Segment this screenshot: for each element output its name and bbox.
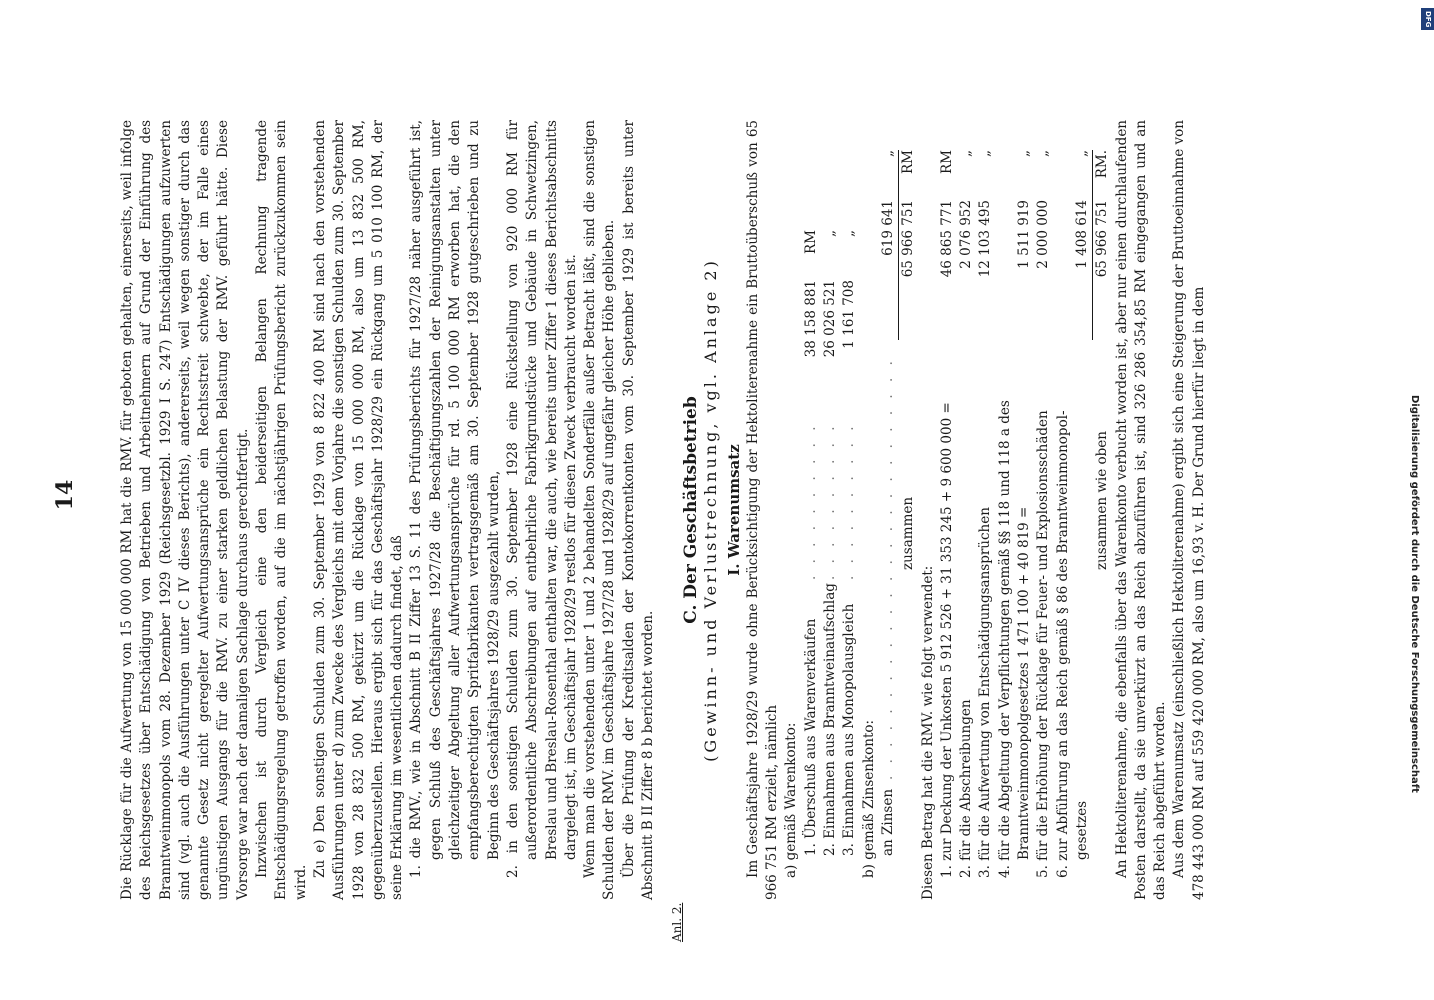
section-heading: C. Der Geschäftsbetrieb	[681, 396, 701, 624]
paragraph-revenue-increase: Aus dem Warenumsatz (einschließlich Hektoliterenahme) ergibt sich eine Steigerung der Bruttoeinnahme von 478 443 000 RM auf 559 420 000 RM, also um 16,93 v. H. Der Grund hierfür liegt in dem	[1171, 120, 1207, 900]
section-c	[668, 120, 1209, 900]
paragraph-other-debts: Zu e) Den sonstigen Schulden zum 30. September 1929 von 8 822 400 RM sind nach den vorstehenden Ausführungen unter d) zum Zwecke des Vergleichs mit dem Vorjahre die sonstigen Schulden zum 30. September 1928 von 28 832 500 RM, gekürzt um die Rücklage von 15 000 000 RM, also um 13 832 500 RM, gegenüberzustellen. Hieraus ergibt sich für das Geschäftsjahr 1928/29 ein Rückgang um 5 010 100 RM, der seine Erklärung im wesentlichen dadurch findet, daß	[311, 120, 406, 900]
previous-section-text	[118, 120, 658, 900]
table-row: 2. für die Abschreibungen 2 076 952 „	[958, 150, 975, 878]
page-number: 14	[52, 479, 78, 511]
list-item-1: 1. die RMV., wie in Abschnitt B II Ziffer 13 S. 11 des Prüfungsberichts für 1927/28 näher ausgeführt ist, gegen Schluß des Geschäftsjahres 1927/28 die Beschäftigungszahlen der Reinigungsanstalten unter gleichzeitiger Abgeltung aller Aufwertungsansprüche für rd. 5 100 000 RM erworben hat, die den empfangsberechtigten Spritfabrikanten vertragsgemäß am 30. September 1928 gutgeschrieben und zu Beginn des Geschäftsjahres 1928/29 ausgezahlt wurden,	[408, 120, 502, 878]
total-row: zusammen wie oben 65 966 751 RM.	[1094, 150, 1111, 570]
table-row: gesetzes 1 408 614 „	[1073, 150, 1090, 860]
margin-annotation: Anl. 2.	[670, 902, 684, 942]
table-row: 5. für die Erhöhung der Rücklage für Feuer- und Explosionsschäden 2 000 000 „	[1035, 150, 1052, 878]
paragraph-usage-intro: Diesen Betrag hat die RMV. wie folgt verwendet:	[919, 565, 936, 900]
dfg-logo-icon: DFG	[1421, 8, 1434, 30]
group-label-a: a) gemäß Warenkonto:	[783, 722, 800, 878]
paragraph-intro: Im Geschäftsjahre 1928/29 wurde ohne Berücksichtigung der Hektoliterenahme ein Bruttoüberschuß von 65 966 751 RM erzielt, nämlich	[744, 120, 781, 900]
table-row: 6. zur Abführung an das Reich gemäß § 86 des Branntweinmonopol-	[1054, 410, 1071, 878]
sum-row: zusammen 65 966 751 RM	[900, 150, 917, 570]
table-row: 3. für die Aufwertung von Entschädigungsansprüchen 12 103 495 „	[977, 150, 994, 878]
table-row: 1. zur Deckung der Unkosten 5 912 526 + 31 353 245 + 9 600 000 = 46 865 771 RM	[938, 150, 955, 878]
table-row: an Zinsen . . . . . . . . . . . . . . . . . . . . . . . . . . 619 641 „	[879, 150, 896, 856]
table-row: Branntweinmonopolgesetzes 1 471 100 + 40 819 = 1 511 919 „	[1016, 150, 1033, 860]
subsection-heading: I. Warenumsatz	[724, 444, 743, 576]
paragraph-hectoliter: An Hektoliterenahme, die ebenfalls über das Warenkonto verbucht worden ist, aber nur einen durchlaufenden Posten darstellt, da sie unverkürzt an das Reich abzuführen ist, sind 326 286 354,85 RM eingegangen und an das Reich abgeführt worden.	[1113, 120, 1169, 900]
section-subheading: (Gewinn- und Verlustrechnung, vgl. Anlage 2)	[701, 258, 721, 762]
table-row: 1. Überschuß aus Warenverkäufen . . . . . . . . . . 38 158 881 RM	[802, 230, 819, 856]
table-row: 2. Einnahmen aus Branntweinaufschlag . . . . . . . . . . 26 026 521 „	[822, 230, 839, 856]
group-label-b: b) gemäß Zinsenkonto:	[860, 719, 877, 878]
paragraph-audit-note: Über die Prüfung der Kreditsalden der Kontokorrentkonten vom 30. September 1929 ist bereits unter Abschnitt B II Ziffer 8 b berichtet worden.	[620, 120, 657, 900]
table-row: 4. für die Abgeltung der Verpflichtungen gemäß §§ 118 und 118 a des	[996, 400, 1013, 878]
paragraph-special-cases: Wenn man die vorstehenden unter 1 und 2 behandelten Sonderfälle außer Betracht läßt, sind die sonstigen Schulden der RMV. im Geschäftsjahre 1927/28 und 1928/29 auf ungefähr gleicher Höhe geblieben.	[582, 120, 618, 900]
paragraph-settlement: Inzwischen ist durch Vergleich eine den beiderseitigen Belangen Rechnung tragende Entschädigungsregelung getroffen worden, auf die im nächstjährigen Prüfungsbericht zurückzukommen sein wird.	[254, 120, 309, 900]
paragraph-reserve: Die Rücklage für die Aufwertung von 15 000 000 RM hat die RMV. für geboten gehalten, einerseits, weil infolge des Reichsgesetzes über Entschädigung von Betrieben und Arbeitnehmern auf Grund der Einführung des Branntweinmonopols vom 28. Dezember 1929 (Reichsgesetzbl. 1929 I S. 247) Entschädigungen aufzuwerten sind (vgl. auch die Ausführungen unter C IV dieses Berichts), andererseits, weil wegen sonstiger durch das genannte Gesetz nicht geregelter Aufwertungsansprüche ein Rechtsstreit schwebte, der im Falle eines ungünstigen Ausgangs für die RMV. zu einer starken geldlichen Belastung der RMV. geführt hätte. Diese Vorsorge war nach der damaligen Sachlage durchaus gerechtfertigt.	[119, 120, 251, 900]
list-item-2: 2. in den sonstigen Schulden zum 30. September 1928 eine Rückstellung von 920 000 RM für außerordentliche Abschreibungen auf entbehrliche Fabrikgrundstücke und Gebäude in Schwetzingen, Breslau und Breslau-Rosenthal enthalten war, die auch, wie bereits unter Ziffer 1 dieses Berichtsabschnitts dargelegt ist, im Geschäftsjahr 1928/29 restlos für diesen Zweck verbraucht worden ist.	[504, 120, 579, 878]
digitization-credit: Digitalisierung gefördert durch die Deutsche Forschungsgemeinschaft	[1409, 395, 1420, 793]
table-row: 3. Einnahmen aus Monopolausgleich . . . . . . . . . . 1 161 708 „	[841, 230, 858, 856]
